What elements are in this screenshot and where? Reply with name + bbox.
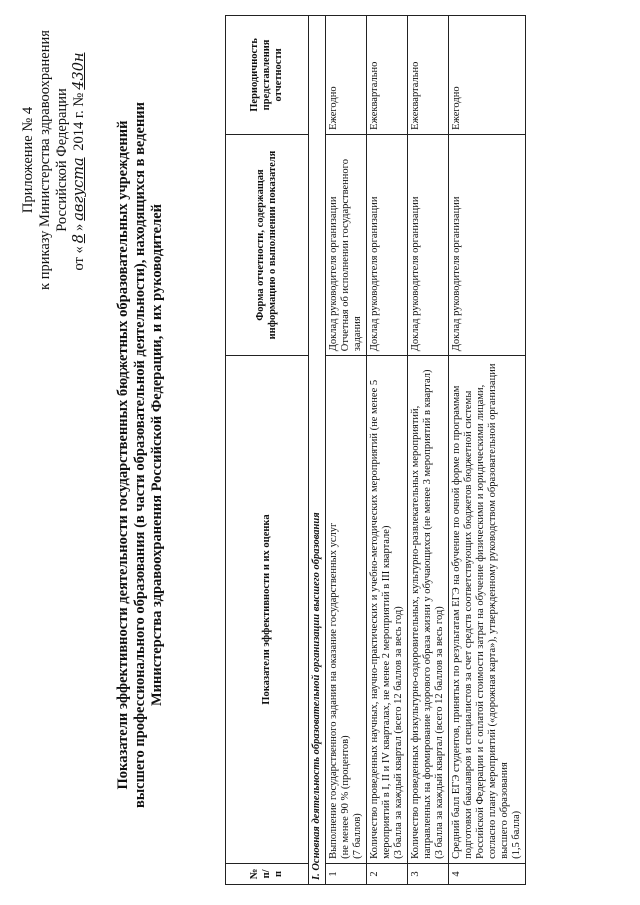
annex-ministry-line: Российской Федерации <box>54 88 70 232</box>
row-period: Ежеквартально <box>367 16 408 135</box>
date-month-handwritten: августа <box>71 157 87 221</box>
table-row <box>449 16 526 885</box>
form-text: Доклад руководителя организации <box>369 196 380 352</box>
indicator-score: (1,5 балла) <box>511 810 522 859</box>
indicator-text: Выполнение государственного задания на оказание государственных услуг <box>328 522 339 859</box>
indicator-text: (не менее 90 % (процентов) <box>340 735 351 859</box>
indicator-text: Количество проведенных научных, научно-практических и учебно-методических мероприятий (не менее 5 мероприятий в I, II и IV кварталах, не менее 2 мероприятий в III квартале) <box>369 379 392 859</box>
indicator-score: (3 балла за каждый квартал (всего 12 баллов за весь год) <box>393 606 404 859</box>
row-indicator <box>449 356 526 864</box>
document-title: Показатели эффективности деятельности государственных бюджетных образовательных учреждений высшего профессионального образования (в части образовательной деятельности), находящихся в ведении Министерства здравоохранения Российской Федерации, и их руководителей <box>115 101 165 809</box>
row-number: 4 <box>449 863 526 884</box>
table-row <box>367 16 408 885</box>
row-form <box>367 134 408 355</box>
indicator-score: (3 балла за каждый квартал (всего 12 баллов за весь год) <box>434 606 445 859</box>
header-form: Форма отчетности, содержащая информацию о выполнении показателя <box>226 134 309 355</box>
table-row <box>326 16 367 885</box>
date-day-handwritten: 8 <box>71 233 87 244</box>
row-indicator <box>367 356 408 864</box>
row-number: 2 <box>367 863 408 884</box>
indicator-text: Количество проведенных физкультурно-оздоровительных, культурно-развлекательных мероприятий, направленных на формирование здорового образа жизни у обучающихся (не менее 3 мероприятий в квартал) <box>410 369 433 859</box>
row-indicator <box>326 356 367 864</box>
header-indicator: Показатели эффективности и их оценка <box>226 356 309 864</box>
indicator-score: (7 баллов) <box>352 813 363 859</box>
section-title: I. Основная деятельность образовательной организации высшего образования <box>309 16 326 885</box>
annex-number: Приложение № 4 <box>20 106 36 214</box>
form-text: Доклад руководителя организации <box>328 196 339 352</box>
form-text: Отчетная об исполнении государственного задания <box>340 159 363 352</box>
row-period: Ежегодно <box>326 16 367 135</box>
table-row <box>408 16 449 885</box>
annex-header <box>20 25 88 295</box>
header-period: Периодичность представления отчетности <box>226 16 309 135</box>
row-form <box>449 134 526 355</box>
annex-date-line <box>71 25 88 295</box>
date-prefix: от « <box>71 246 87 271</box>
row-indicator <box>408 356 449 864</box>
row-period: Ежегодно <box>449 16 526 135</box>
row-period: Ежеквартально <box>408 16 449 135</box>
date-year: 2014 г. № <box>71 92 87 151</box>
row-form <box>326 134 367 355</box>
row-number: 1 <box>326 863 367 884</box>
row-number: 3 <box>408 863 449 884</box>
order-number-handwritten: 430н <box>71 52 87 90</box>
date-sep: » <box>71 223 87 231</box>
indicator-text: Средний балл ЕГЭ студентов, принятых по результатам ЕГЭ на обучение по очной форме по программам подготовки бакалавров и специалистов за счет средств соответствующих бюджетов бюджетной системы Российской Федерации и с оплатой стоимости затрат на обучение физическими и юридическими лицами, согласно плану мероприятий («дорожная карта»), утвержденному руководством образовательной организации высшего образования <box>451 363 510 859</box>
annex-order-line: к приказу Министерства здравоохранения <box>37 30 53 290</box>
form-text: Доклад руководителя организации <box>451 196 462 352</box>
header-num: № п/п <box>226 863 309 884</box>
row-form <box>408 134 449 355</box>
section-row <box>309 16 326 885</box>
indicators-table <box>225 15 526 885</box>
table-header-row <box>226 16 309 885</box>
form-text: Доклад руководителя организации <box>410 196 421 352</box>
